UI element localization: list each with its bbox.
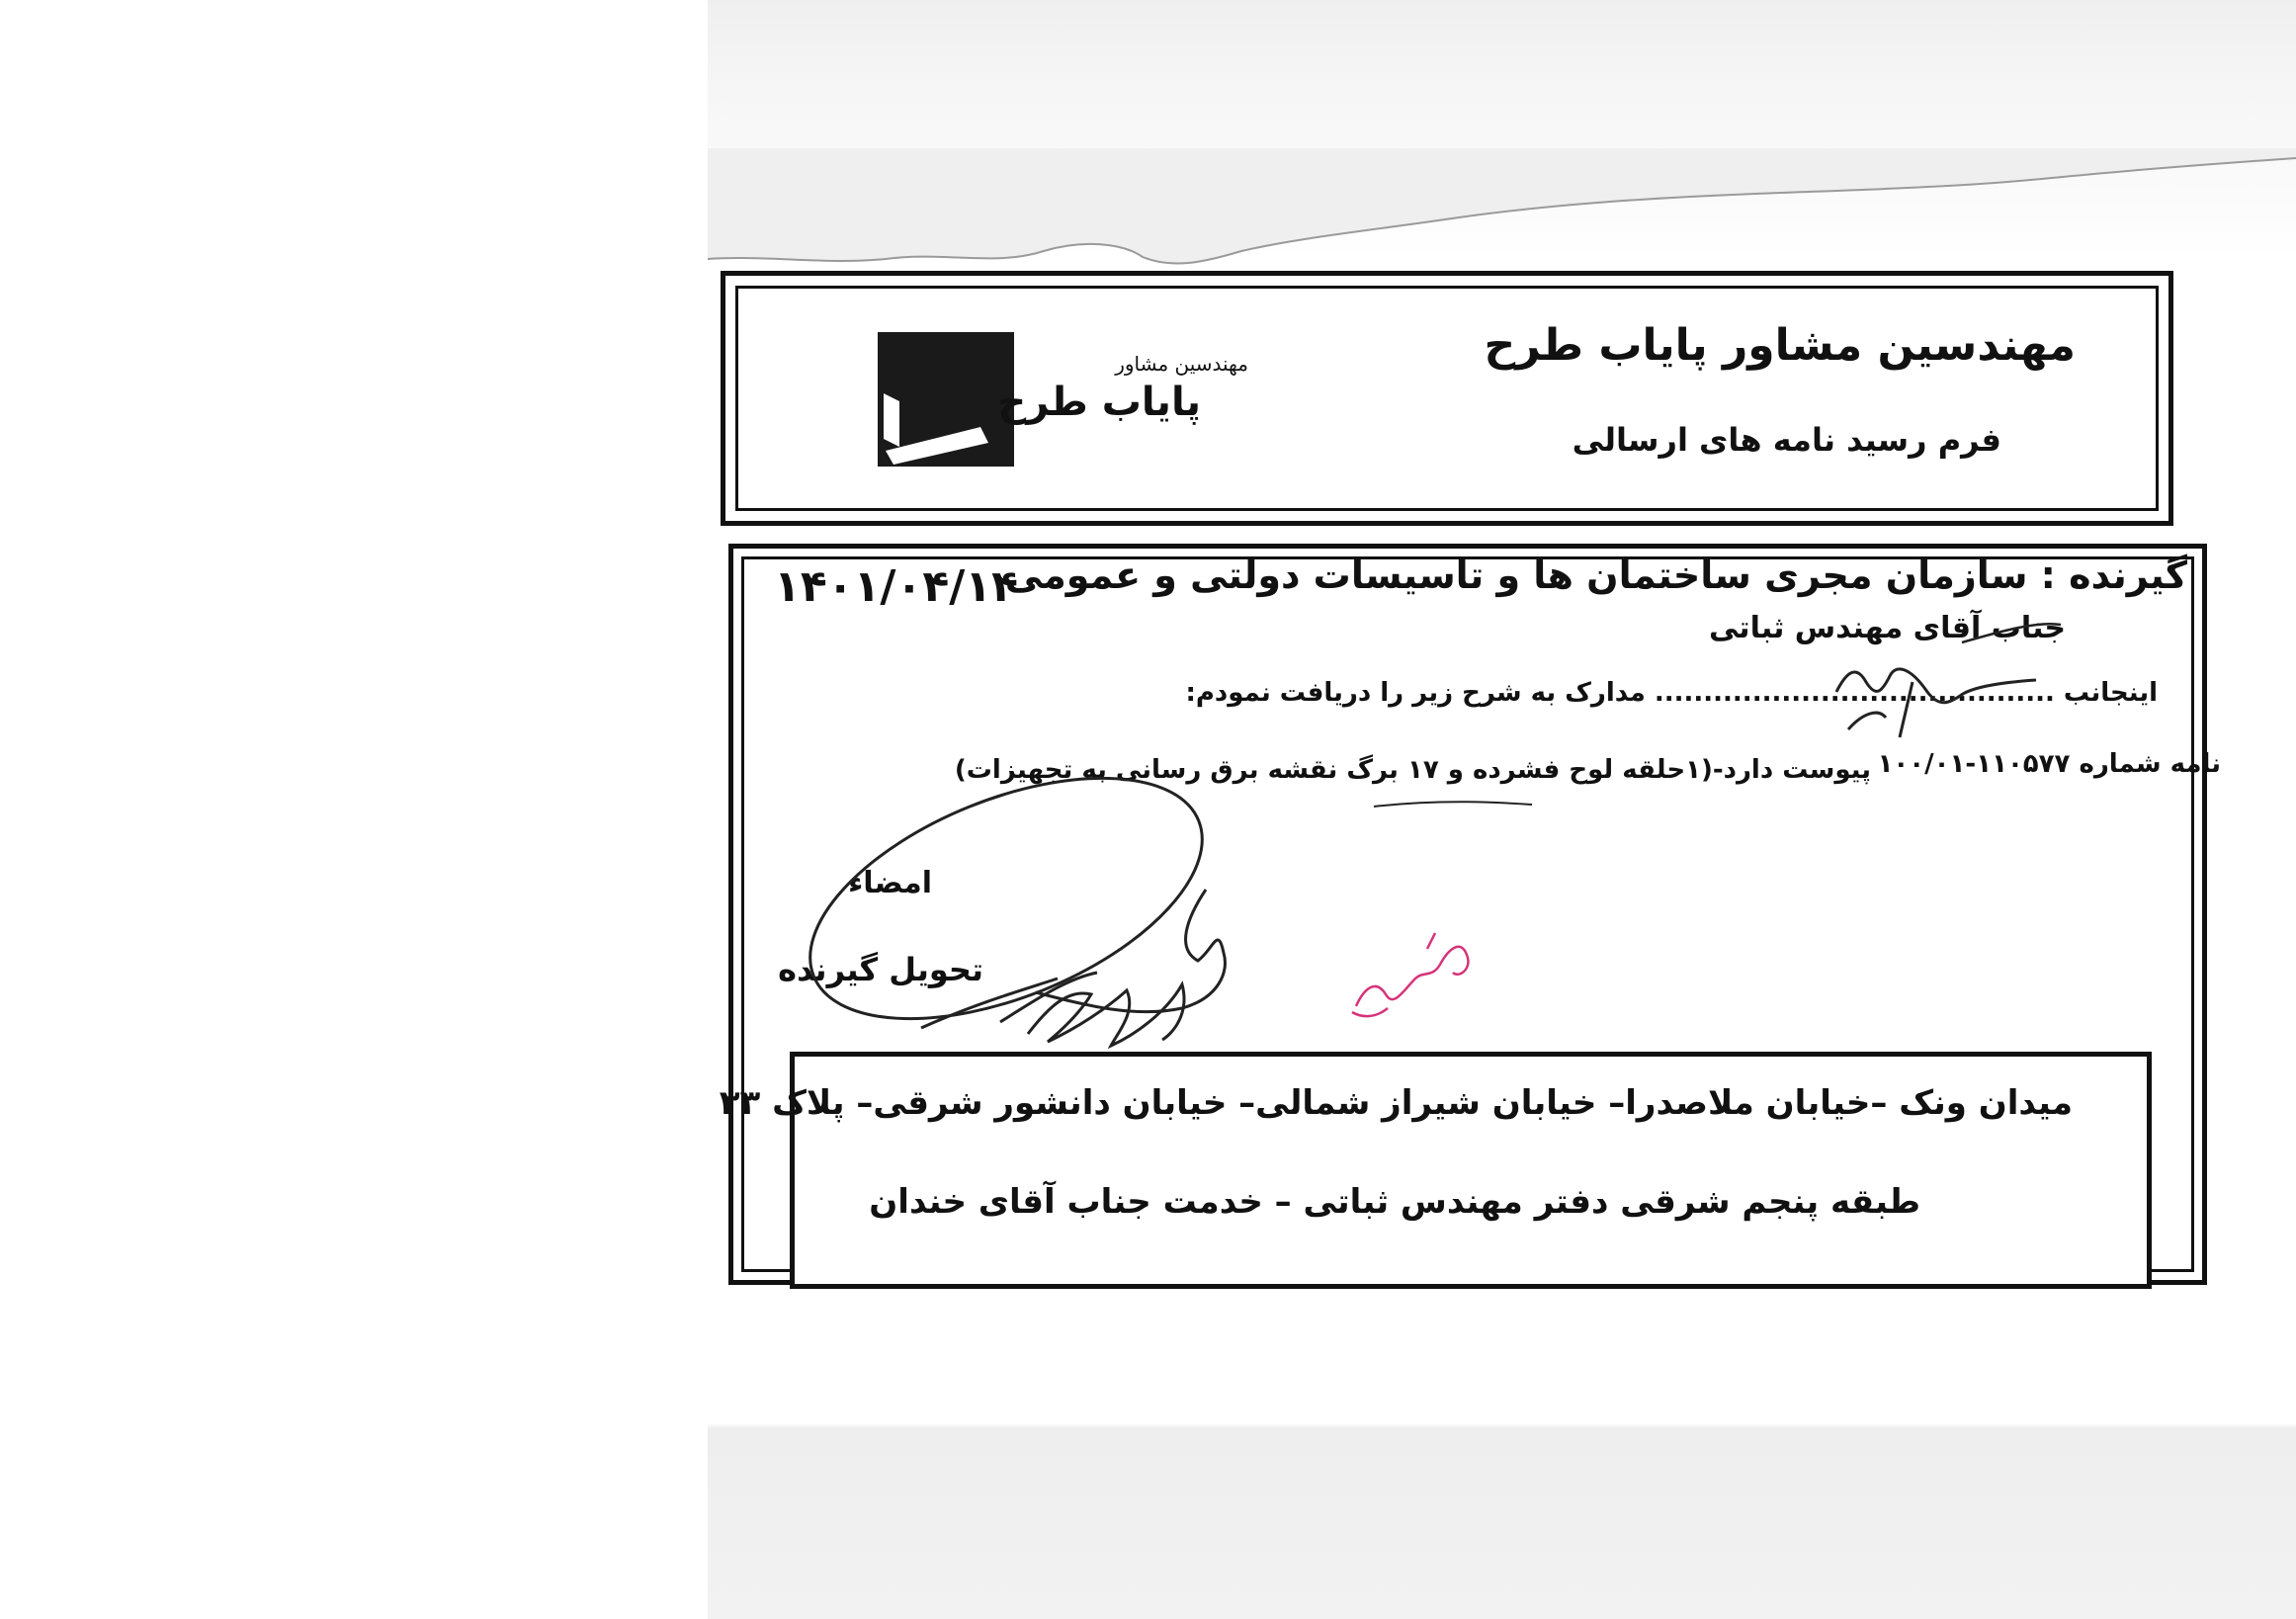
address-line-2: طبقه پنجم شرقی دفتر مهندس ثباتی – خدمت جناب آقای خندان — [869, 1182, 1920, 1222]
receipt-statement: اینجانب ......................................... مدارک به شرح زیر را دریافت نمودم: — [1185, 678, 2158, 708]
logo-name: پایاب طرح — [997, 380, 1201, 425]
address-line-1: میدان ونک –خیابان ملاصدرا– خیابان شیراز شمالی– خیابان دانشور شرقی– پلاک ۳۳ — [719, 1083, 2073, 1123]
pink-handwritten-note — [1352, 933, 1468, 1016]
receiver-handwritten-signature — [1836, 669, 2036, 737]
logo-subtitle: مهندسین مشاور — [1115, 352, 1248, 376]
receiver-label: تحویل گیرنده — [778, 951, 983, 988]
attention-line: جناب آقای مهندس ثباتی — [1708, 611, 2066, 645]
letter-number: نامه شماره ۱۱۰۵۷۷-۱۰۰/۰۱ — [1877, 749, 2221, 779]
recipient-line: گیرنده : سازمان مجری ساختمان ها و تاسیسات دولتی و عمومی — [1004, 554, 2187, 597]
date: ۱۴۰۱/۰۴/۱۴ — [774, 561, 1018, 612]
form-title: فرم رسید نامه های ارسالی — [1572, 421, 2001, 459]
handwritten-signature — [921, 890, 1225, 1046]
attachment-note: پیوست دارد-(۱حلقه لوح فشرده و ۱۷ برگ نقشه برق رسانی به تجهیزات) — [954, 755, 1871, 785]
company-name: مهندسین مشاور پایاب طرح — [1484, 320, 2076, 371]
signature-label: امضاء — [847, 866, 932, 900]
